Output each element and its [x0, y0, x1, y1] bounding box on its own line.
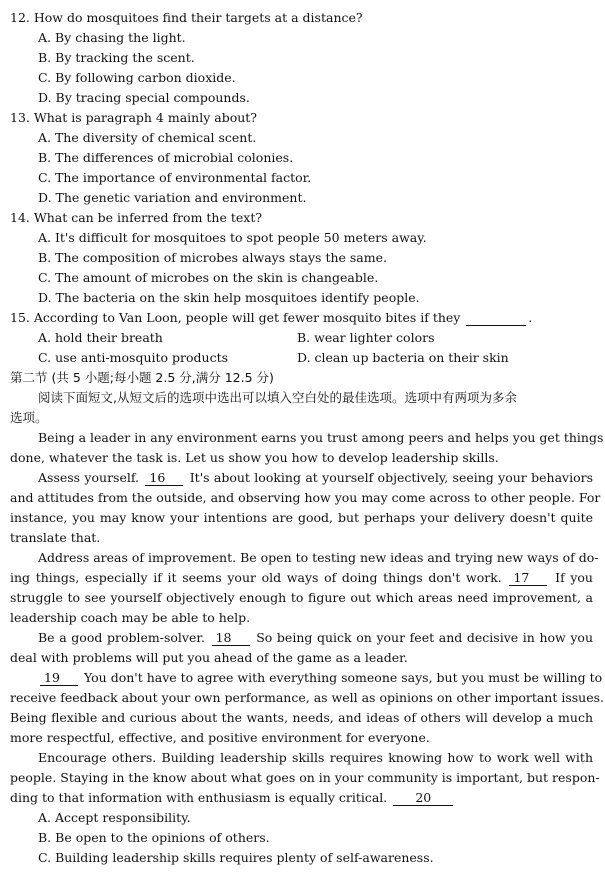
blank-19: 19 — [40, 670, 78, 686]
question-12-option-a: A. By chasing the light. — [38, 30, 186, 45]
passage-p1-line-1: Being a leader in any environment earns you trust among peers and helps you get things — [38, 430, 604, 445]
question-14-stem: 14. What can be inferred from the text? — [10, 210, 263, 225]
passage-p5-line-2: receive feedback about your own performance, as well as opinions on other important issues. — [10, 690, 605, 705]
question-15-option-c: C. use anti-mosquito products — [38, 350, 229, 365]
question-15-stem-end: . — [528, 310, 533, 325]
passage-p4-line-2: deal with problems will put you ahead of the game as a leader. — [10, 650, 408, 665]
passage-p6-line-3-start: ding to that information with enthusiasm is equally critical. — [10, 790, 388, 805]
option-c: C. Building leadership skills requires plenty of self-awareness. — [38, 850, 434, 865]
option-b: B. Be open to the opinions of others. — [38, 830, 270, 845]
question-15-stem-text: 15. According to Van Loon, people will get fewer mosquito bites if they — [10, 310, 461, 325]
question-15-answer-blank — [466, 310, 526, 326]
question-12-option-c: C. By following carbon dioxide. — [38, 70, 236, 85]
option-a: A. Accept responsibility. — [38, 810, 191, 825]
passage-p3-line-4: leadership coach may be able to help. — [10, 610, 251, 625]
question-15-option-a: A. hold their breath — [38, 330, 163, 345]
question-12-option-d: D. By tracing special compounds. — [38, 90, 250, 105]
question-13-option-d: D. The genetic variation and environment. — [38, 190, 307, 205]
passage-p6-line-2: people. Staying in the know about what goes on in your community is important, but respon- — [10, 770, 600, 785]
passage-p1-line-2: done, whatever the task is. Let us show you how to develop leadership skills. — [10, 450, 499, 465]
section-2-instruction-line-2: 选项。 — [10, 410, 48, 425]
question-14-option-b: B. The composition of microbes always stays the same. — [38, 250, 387, 265]
passage-p2-line-1-start: Assess yourself. — [38, 470, 140, 485]
passage-p2-line-4: translate that. — [10, 530, 101, 545]
passage-p4-line-1-end: So being quick on your feet and decisive in how you — [256, 630, 593, 645]
passage-p5-line-1 — [38, 668, 603, 687]
passage-p5-line-1-end: You don't have to agree with everything someone says, but you must be willing to — [83, 670, 603, 685]
passage-p2-line-1-end: It's about looking at yourself objectively, seeing your behaviors — [189, 470, 593, 485]
passage-p3-line-1: Address areas of improvement. Be open to testing new ideas and trying new ways of do- — [38, 550, 599, 565]
question-12-option-b: B. By tracking the scent. — [38, 50, 195, 65]
question-13-option-a: A. The diversity of chemical scent. — [38, 130, 257, 145]
question-13-stem: 13. What is paragraph 4 mainly about? — [10, 110, 257, 125]
blank-20: 20 — [393, 790, 453, 806]
blank-18: 18 — [212, 630, 250, 646]
passage-p6-line-3 — [10, 788, 455, 807]
passage-p3-line-2-start: ing things, especially if it seems your old ways of doing things don't work. — [10, 570, 502, 585]
question-15-option-b: B. wear lighter colors — [297, 330, 435, 345]
passage-p2-line-3: instance, you may know your intentions are good, but perhaps your delivery doesn't quite — [10, 510, 593, 525]
passage-p6-line-1: Encourage others. Building leadership skills requires knowing how to work well with — [38, 750, 593, 765]
passage-p2-line-1 — [38, 468, 593, 487]
question-12-stem: 12. How do mosquitoes find their targets at a distance? — [10, 10, 363, 25]
question-15-stem — [10, 308, 532, 327]
section-2-header: 第二节 (共 5 小题;每小题 2.5 分,满分 12.5 分) — [10, 370, 274, 385]
blank-17: 17 — [509, 570, 547, 586]
passage-p5-line-4: more respectful, effective, and positive environment for everyone. — [10, 730, 430, 745]
passage-p3-line-3: struggle to see yourself objectively enough to figure out which areas need improvement, a — [10, 590, 593, 605]
passage-p3-line-2 — [10, 568, 593, 587]
blank-16: 16 — [145, 470, 183, 486]
question-15-option-d: D. clean up bacteria on their skin — [297, 350, 509, 365]
question-13-option-b: B. The differences of microbial colonies. — [38, 150, 294, 165]
passage-p4-line-1-start: Be a good problem-solver. — [38, 630, 205, 645]
passage-p5-line-3: Being flexible and curious about the wants, needs, and ideas of others will develop a much — [10, 710, 593, 725]
section-2-instruction-line-1: 阅读下面短文,从短文后的选项中选出可以填入空白处的最佳选项。选项中有两项为多余 — [38, 390, 517, 405]
passage-p2-line-2: and attitudes from the outside, and observing how you may come across to other people. For — [10, 490, 601, 505]
question-13-option-c: C. The importance of environmental factor. — [38, 170, 312, 185]
question-14-option-a: A. It's difficult for mosquitoes to spot people 50 meters away. — [38, 230, 427, 245]
question-14-option-c: C. The amount of microbes on the skin is changeable. — [38, 270, 379, 285]
passage-p3-line-2-end: If you — [555, 570, 593, 585]
passage-p4-line-1 — [38, 628, 593, 647]
question-14-option-d: D. The bacteria on the skin help mosquitoes identify people. — [38, 290, 420, 305]
